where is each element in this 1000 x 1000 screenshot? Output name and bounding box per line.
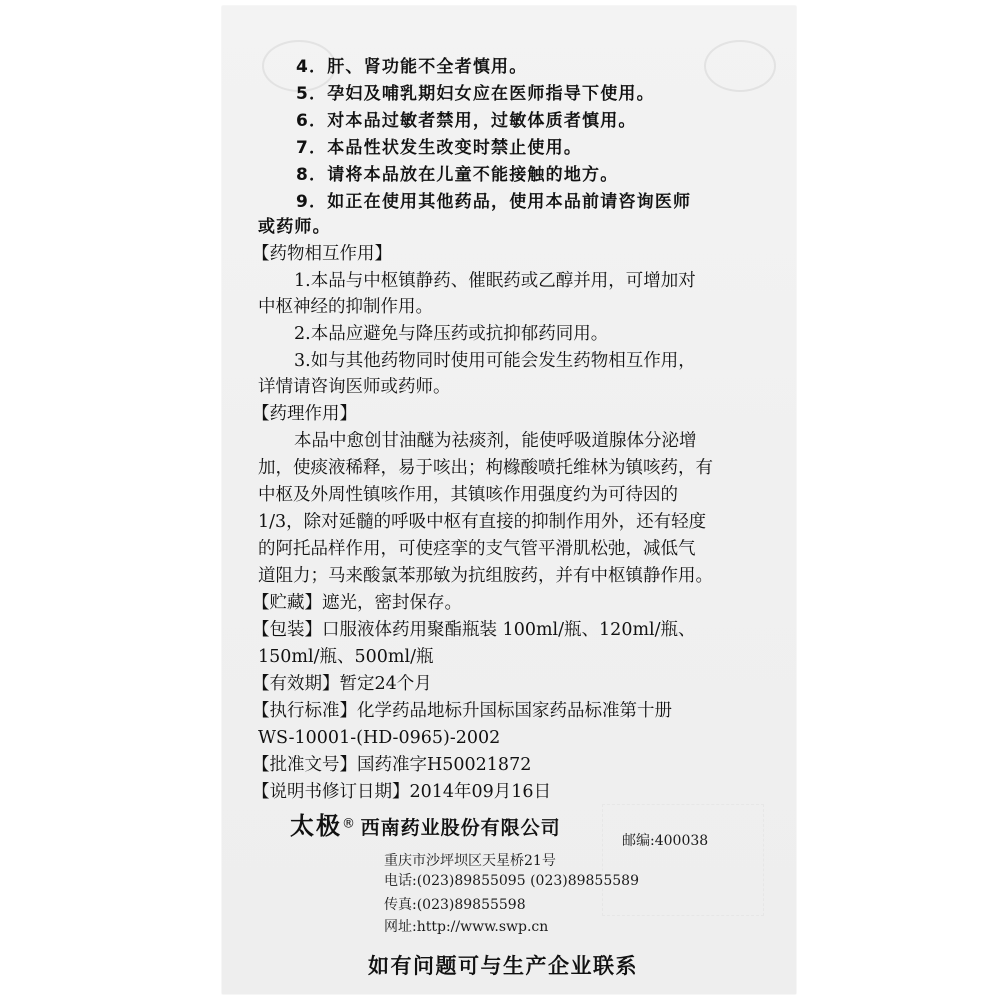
interaction-line: 3.如与其他药物同时使用可能会发生药物相互作用，	[294, 351, 696, 371]
interaction-line: 中枢神经的抑制作用。	[258, 297, 433, 317]
precaution-item: 9．如正在使用其他药品，使用本品前请咨询医师	[296, 192, 692, 212]
company-name: 西南药业股份有限公司	[360, 817, 561, 839]
standard-code: WS-10001-(HD-0965)-2002	[258, 728, 501, 748]
bleed-through-text-block	[602, 804, 764, 916]
precaution-item: 8．请将本品放在儿童不能接触的地方。	[296, 165, 619, 185]
contact-note: 如有问题可与生产企业联系	[368, 954, 638, 978]
validity-line: 【有效期】暂定24个月	[252, 674, 432, 694]
interaction-line: 详情请咨询医师或药师。	[258, 377, 451, 397]
manufacturer-brand-row	[290, 806, 561, 841]
postcode: 邮编:400038	[622, 833, 709, 849]
package-insert-sheet	[222, 6, 796, 994]
interaction-line: 1.本品与中枢镇静药、催眠药或乙醇并用，可增加对	[294, 271, 696, 291]
revision-date: 【说明书修订日期】2014年09月16日	[252, 782, 552, 802]
approval-number: 【批准文号】国药准字H50021872	[252, 755, 532, 775]
pharmacology-line: 加，使痰液稀释，易于咳出；枸橼酸喷托维林为镇咳药，有	[258, 458, 713, 478]
precaution-item: 7．本品性状发生改变时禁止使用。	[296, 138, 583, 158]
pharmacology-line: 1/3，除对延髓的呼吸中枢有直接的抑制作用外，还有轻度	[258, 512, 707, 532]
precaution-item-continued: 或药师。	[258, 217, 331, 237]
pharmacology-line: 的阿托品样作用，可使痉挛的支气管平滑肌松弛，减低气	[258, 539, 696, 559]
registered-mark: ®	[342, 816, 355, 832]
package-line: 【包装】口服液体药用聚酯瓶装 100ml/瓶、120ml/瓶、	[252, 620, 696, 640]
section-heading-interactions: 【药物相互作用】	[252, 244, 392, 264]
precaution-item: 6．对本品过敏者禁用，过敏体质者慎用。	[296, 111, 637, 131]
company-address: 重庆市沙坪坝区天星桥21号	[384, 853, 556, 869]
company-phone: 电话:(023)89855095 (023)89855589	[384, 873, 639, 889]
company-fax: 传真:(023)89855598	[384, 897, 526, 913]
precaution-item: 5．孕妇及哺乳期妇女应在医师指导下使用。	[296, 84, 655, 104]
interaction-line: 2.本品应避免与降压药或抗抑郁药同用。	[294, 324, 609, 344]
precaution-item: 4．肝、肾功能不全者慎用。	[296, 57, 528, 77]
pharmacology-line: 道阻力；马来酸氯苯那敏为抗组胺药，并有中枢镇静作用。	[258, 566, 713, 586]
section-heading-pharmacology: 【药理作用】	[252, 404, 357, 424]
brand-logo-text: 太极	[290, 811, 342, 840]
package-line-continued: 150ml/瓶、500ml/瓶	[258, 647, 434, 667]
pharmacology-line: 中枢及外周性镇咳作用，其镇咳作用强度约为可待因的	[258, 485, 678, 505]
company-website: 网址:http://www.swp.cn	[384, 919, 549, 935]
storage-line: 【贮藏】遮光，密封保存。	[252, 593, 462, 613]
standard-line: 【执行标准】化学药品地标升国标国家药品标准第十册	[252, 701, 672, 721]
bleed-through-seal-right	[704, 40, 776, 92]
pharmacology-line: 本品中愈创甘油醚为祛痰剂，能使呼吸道腺体分泌增	[294, 431, 697, 451]
